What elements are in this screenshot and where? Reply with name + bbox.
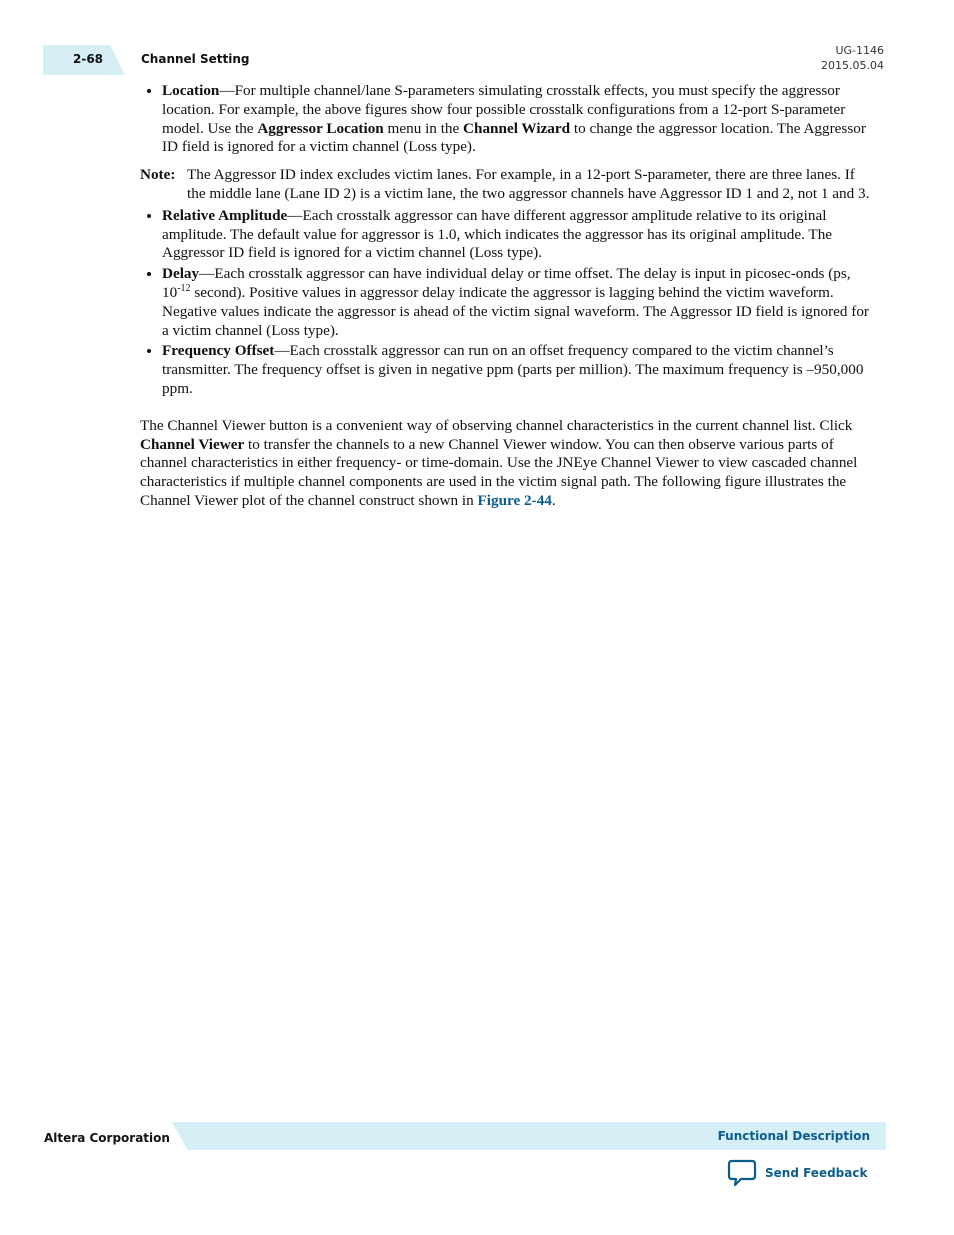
doc-id-number: UG-1146	[835, 44, 884, 57]
document-id	[821, 43, 884, 73]
term-relative-amplitude: Relative Amplitude	[162, 206, 288, 224]
section-title: Channel Setting	[141, 52, 250, 66]
paragraph-text-2: to transfer the channels to a new Channel Viewer window. You can then observe various parts of channel characteristics in either frequency- or time-domain. Use the JNEye Channel Viewer to view cascaded channel characteristics if multiple channel components are used in the victim signal path. The following figure illustrates the Channel Viewer plot of the channel construct shown in	[140, 435, 858, 509]
list-item-location	[140, 82, 872, 204]
list-item-frequency-offset	[162, 342, 872, 398]
note-block	[140, 166, 872, 204]
paragraph-text-3: .	[551, 491, 556, 509]
term-location: Location	[162, 82, 220, 99]
functional-description-link[interactable]: Functional Description	[717, 1129, 870, 1143]
note-text: The Aggressor ID index excludes victim lanes. For example, in a 12-port S-parameter, there are three lanes. If the middle lane (Lane ID 2) is a victim lane, the two aggressor channels have Aggressor ID 1 and 2, not 1 and 3.	[187, 166, 870, 202]
paragraph-text-1: The Channel Viewer button is a convenient way of observing channel characteristics in the current channel list. Click	[140, 416, 853, 434]
parameter-list	[140, 82, 872, 399]
note-label: Note:	[140, 166, 176, 184]
term-frequency-offset: Frequency Offset	[162, 342, 275, 360]
delay-exponent: -12	[177, 282, 191, 294]
page-number: 2-68	[72, 52, 104, 66]
location-text: —For multiple channel/lane S-parameters simulating crosstalk effects, you must specify the aggressor location. For example, the above figures show four possible crosstalk configurations from a 12-port S-parameter model. Use the	[162, 82, 846, 137]
frequency-offset-text: —Each crosstalk aggressor can run on an offset frequency compared to the victim channel’s transmitter. The frequency offset is given in negative ppm (parts per million). The maximum frequency is –950,000 ppm.	[162, 342, 864, 397]
channel-viewer-paragraph	[140, 417, 872, 511]
location-text-2: menu in the	[383, 119, 464, 137]
location-text-3: to change the aggressor location. The Aggressor ID field is ignored for a victim channel (Loss type).	[162, 119, 866, 156]
list-item-delay	[162, 265, 872, 340]
list-item-relative-amplitude	[162, 207, 872, 263]
term-delay: Delay	[162, 265, 200, 283]
send-feedback-label: Send Feedback	[765, 1166, 868, 1180]
doc-date: 2015.05.04	[821, 59, 884, 72]
page-content	[140, 82, 872, 511]
figure-link[interactable]: Figure 2-44	[477, 491, 552, 509]
speech-bubble-icon	[727, 1159, 757, 1187]
send-feedback-button[interactable]	[727, 1158, 867, 1188]
relative-amplitude-text: —Each crosstalk aggressor can have different aggressor amplitude relative to its original amplitude. The default value for aggressor is 1.0, which indicates the aggressor has its original amplitude. The Aggressor ID field is ignored for a victim channel (Loss type).	[162, 206, 833, 262]
channel-wizard-term: Channel Wizard	[463, 119, 571, 137]
delay-text: —Each crosstalk aggressor can have individual delay or time offset. The delay is input in picosec-onds (ps, 10	[162, 265, 851, 301]
delay-text-2: second). Positive values in aggressor delay indicate the aggressor is lagging behind the victim waveform. Negative values indicate the aggressor is ahead of the victim signal waveform. The Aggressor ID field is ignored for a victim channel (Loss type).	[162, 283, 869, 339]
channel-viewer-term: Channel Viewer	[140, 435, 245, 453]
aggressor-location-term: Aggressor Location	[257, 119, 384, 137]
company-name: Altera Corporation	[44, 1131, 170, 1145]
